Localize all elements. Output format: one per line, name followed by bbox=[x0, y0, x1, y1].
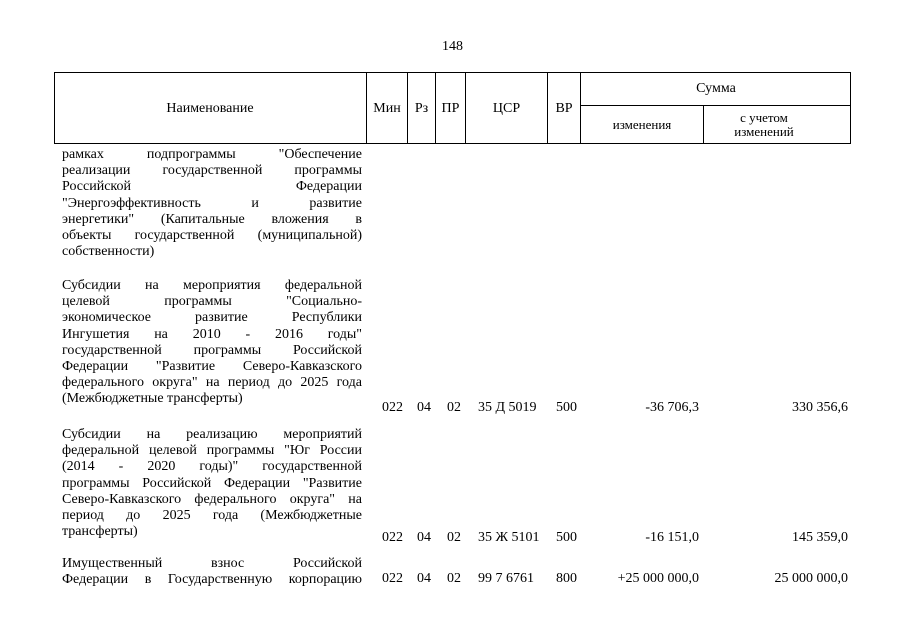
row-name-line: Российской Федерации bbox=[62, 179, 362, 195]
row-name-line: "Энергоэффективность и развитие bbox=[62, 195, 362, 211]
header-pr: ПР bbox=[441, 100, 460, 116]
cell-csr: 35 Ж 5101 bbox=[478, 530, 540, 545]
cell-csr: 99 7 6761 bbox=[478, 571, 534, 586]
row-name-line: программы Российской Федерации "Развитие bbox=[62, 475, 362, 491]
row-name-line: государственной программы Российской bbox=[62, 342, 362, 358]
cell-csr: 35 Д 5019 bbox=[478, 400, 537, 415]
row-name-line: (2014 - 2020 годы)" государственной bbox=[62, 459, 362, 475]
page-number: 148 bbox=[442, 39, 463, 54]
header-change: изменения bbox=[612, 117, 672, 132]
row-name-line: период до 2025 года (Межбюджетные bbox=[62, 508, 362, 524]
row-name-line-last: трансферты) bbox=[62, 524, 138, 540]
row-name bbox=[62, 556, 362, 588]
row-name-line: Северо-Кавказского федерального округа" на bbox=[62, 491, 362, 507]
cell-pr: 02 bbox=[447, 530, 461, 545]
cell-min: 022 bbox=[382, 400, 403, 415]
row-name-line: Федерации "Развитие Северо-Кавказского bbox=[62, 359, 362, 375]
cell-rz: 04 bbox=[417, 400, 431, 415]
row-name bbox=[62, 427, 362, 540]
row-name bbox=[62, 278, 362, 408]
cell-pr: 02 bbox=[447, 400, 461, 415]
row-name-line: целевой программы "Социально- bbox=[62, 294, 362, 310]
cell-vr: 800 bbox=[556, 571, 577, 586]
row-name-line: Федерации в Государственную корпорацию bbox=[62, 572, 362, 588]
row-name-line: Субсидии на реализацию мероприятий bbox=[62, 427, 362, 442]
cell-change: -16 151,0 bbox=[645, 530, 699, 545]
cell-min: 022 bbox=[382, 571, 403, 586]
cell-pr: 02 bbox=[447, 571, 461, 586]
row-name-line: реализации государственной программы bbox=[62, 163, 362, 179]
cell-change: +25 000 000,0 bbox=[617, 571, 699, 586]
cell-min: 022 bbox=[382, 530, 403, 545]
cell-change: -36 706,3 bbox=[645, 400, 699, 415]
header-vr: ВР bbox=[555, 100, 573, 116]
header-with-change: с учетом изменений bbox=[734, 110, 794, 139]
row-name-line-last: собственности) bbox=[62, 244, 155, 260]
header-rz: Рз bbox=[414, 100, 429, 116]
cell-vr: 500 bbox=[556, 400, 577, 415]
row-name bbox=[62, 147, 362, 260]
cell-rz: 04 bbox=[417, 571, 431, 586]
cell-total: 330 356,6 bbox=[792, 400, 848, 415]
cell-vr: 500 bbox=[556, 530, 577, 545]
row-name-line: федеральной целевой программы "Юг России bbox=[62, 443, 362, 459]
row-name-line: рамках подпрограммы "Обеспечение bbox=[62, 147, 362, 162]
cell-total: 25 000 000,0 bbox=[774, 571, 848, 586]
table-header bbox=[54, 72, 851, 144]
header-csr: ЦСР bbox=[492, 100, 521, 116]
row-name-line: Субсидии на мероприятия федеральной bbox=[62, 278, 362, 293]
row-name-line: Ингушетия на 2010 - 2016 годы" bbox=[62, 326, 362, 342]
row-name-line-last: (Межбюджетные трансферты) bbox=[62, 391, 243, 407]
cell-rz: 04 bbox=[417, 530, 431, 545]
row-name-line: объекты государственной (муниципальной) bbox=[62, 228, 362, 244]
header-min: Мин bbox=[373, 100, 401, 116]
header-name: Наименование bbox=[166, 100, 254, 116]
row-name-line: экономическое развитие Республики bbox=[62, 310, 362, 326]
row-name-line: федерального округа" на период до 2025 года bbox=[62, 375, 362, 391]
header-sum: Сумма bbox=[696, 81, 736, 96]
row-name-line: энергетики" (Капитальные вложения в bbox=[62, 211, 362, 227]
row-name-line: Имущественный взнос Российской bbox=[62, 556, 362, 571]
cell-total: 145 359,0 bbox=[792, 530, 848, 545]
